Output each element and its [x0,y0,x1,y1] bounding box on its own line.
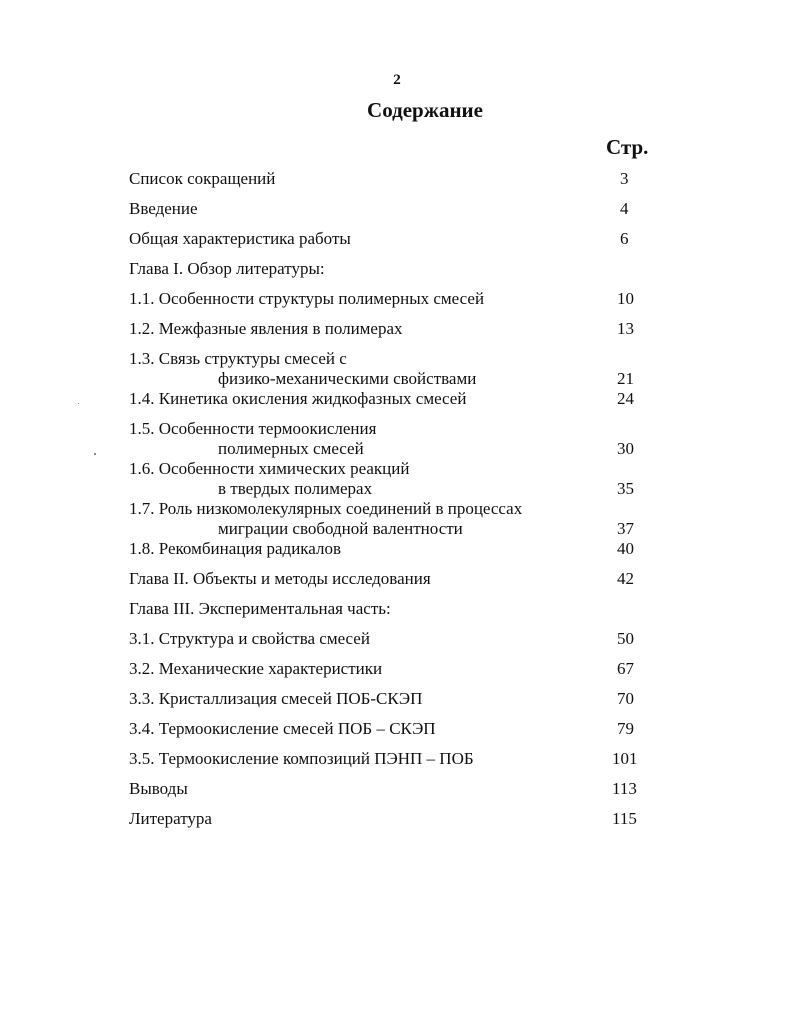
toc-entry-label: 1.5. Особенности термоокисления [129,419,377,438]
toc-entry-label: Общая характеристика работы [129,229,351,248]
toc-entry-label-cont: миграции свободной валентности [218,519,463,538]
toc-entry-page: 35 [617,479,634,498]
toc-entry-page: 115 [612,809,637,828]
toc-entry [0,388,794,410]
toc-entry-label: 1.3. Связь структуры смесей с [129,349,347,368]
toc-entry [0,498,794,520]
toc-entry-page: 3 [620,169,629,188]
toc-entry-page: 101 [612,749,638,768]
toc-entry [0,718,794,740]
toc-entry-continuation [0,438,794,460]
toc-entry-label: Литература [129,809,212,828]
toc-entry-label: Глава I. Обзор литературы: [129,259,325,278]
toc-entry-page: 30 [617,439,634,458]
toc-entry-label: 3.4. Термоокисление смесей ПОБ – СКЭП [129,719,436,738]
toc-entry-label-cont: полимерных смесей [218,439,364,458]
toc-entry-page: 24 [617,389,634,408]
toc-entry-label: Глава II. Объекты и методы исследования [129,569,431,588]
toc-entry [0,198,794,220]
toc-chapter-heading [0,598,794,620]
toc-entry [0,458,794,480]
toc-entry-label: 3.3. Кристаллизация смесей ПОБ-СКЭП [129,689,423,708]
toc-entry-page: 67 [617,659,634,678]
toc-entry-continuation [0,368,794,390]
toc-entry-page: 6 [620,229,629,248]
toc-entry-page: 10 [617,289,634,308]
toc-entry-page: 113 [612,779,637,798]
toc-entry-continuation [0,518,794,540]
toc-entry-label: Список сокращений [129,169,276,188]
toc-entry-page: 37 [617,519,634,538]
toc-entry-page: 79 [617,719,634,738]
page-title: Содержание [367,98,483,122]
toc-entry [0,808,794,830]
toc-entry [0,778,794,800]
toc-entry-page: 4 [620,199,629,218]
toc-entry-label-cont: в твердых полимерах [218,479,373,498]
toc-entry-page: 13 [617,319,634,338]
toc-entry-label: 1.1. Особенности структуры полимерных смесей [129,289,485,308]
toc-entry-page: 50 [617,629,634,648]
toc-entry-page: 21 [617,369,634,388]
toc-entry-label: 3.2. Механические характеристики [129,659,383,678]
toc-entry-continuation [0,478,794,500]
toc-entry-label: 1.7. Роль низкомолекулярных соединений в процессах [129,499,523,518]
toc-entry-label: Глава III. Экспериментальная часть: [129,599,391,618]
page-number: 2 [393,72,401,88]
toc-entry [0,628,794,650]
toc-entry [0,568,794,590]
toc-entry [0,748,794,770]
toc-entry [0,228,794,250]
toc-entry [0,688,794,710]
toc-entry [0,418,794,440]
toc-entry-label: 1.4. Кинетика окисления жидкофазных смесей [129,389,467,408]
toc-entry [0,288,794,310]
toc-entry [0,348,794,370]
page-column-label: Стр. [606,135,649,159]
toc-entry [0,538,794,560]
toc-entry-page: 70 [617,689,634,708]
toc-chapter-heading [0,258,794,280]
toc-entry-page: 40 [617,539,634,558]
toc-entry [0,168,794,190]
scan-speck [94,453,96,455]
toc-entry-label: 1.6. Особенности химических реакций [129,459,410,478]
toc-entry-label: Введение [129,199,198,218]
toc-entry [0,658,794,680]
toc-entry-label: 1.8. Рекомбинация радикалов [129,539,342,558]
toc-entry-label: 3.1. Структура и свойства смесей [129,629,370,648]
toc-entry-label: 1.2. Межфазные явления в полимерах [129,319,403,338]
toc-entry-label-cont: физико-механическими свойствами [218,369,477,388]
scan-speck [78,403,79,404]
toc-entry-page: 42 [617,569,634,588]
toc-entry-label: 3.5. Термоокисление композиций ПЭНП – ПОБ [129,749,474,768]
toc-entry-label: Выводы [129,779,188,798]
toc-entry [0,318,794,340]
